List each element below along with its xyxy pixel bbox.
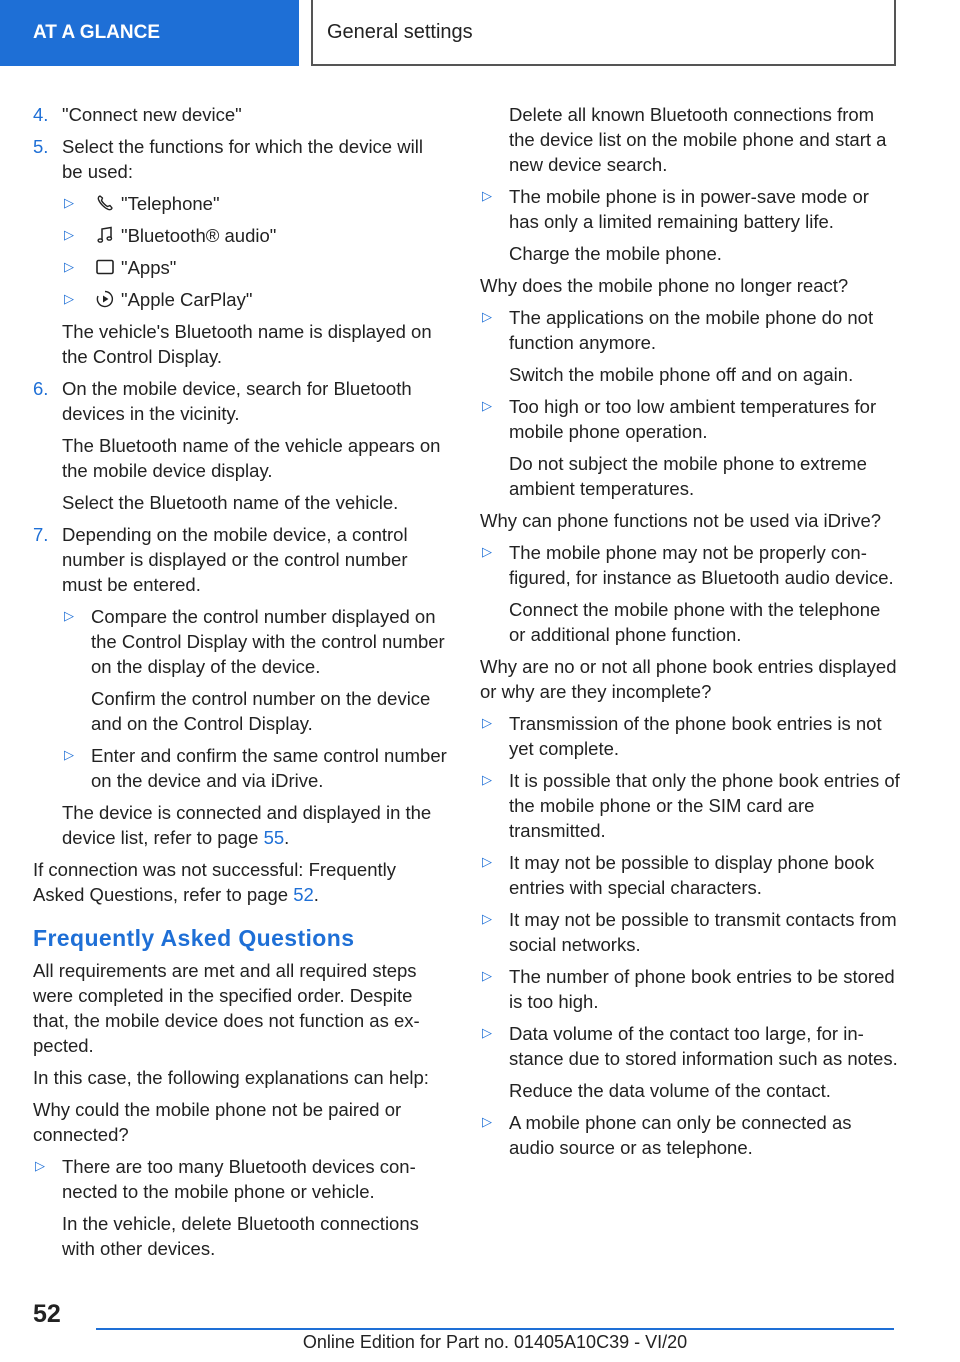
step-note: Select the Bluetooth name of the vehicle.: [62, 492, 399, 513]
right-column: [480, 102, 900, 1167]
step-text: Depending on the mobile device, a control number is displayed or the control number must be entered.: [62, 524, 408, 595]
option-label: "Telephone": [121, 193, 220, 214]
step-text: On the mobile device, search for Bluetooth devices in the vicinity.: [62, 378, 412, 424]
footer-divider: [96, 1328, 894, 1330]
triangle-bullet-icon: ▷: [64, 608, 74, 623]
question: Why can phone functions not be used via iDrive?: [480, 510, 882, 531]
page-title: General settings: [327, 20, 473, 43]
bullet-text: The number of phone book entries to be stored is too high.: [509, 966, 895, 1012]
bullet-item: [480, 907, 900, 957]
bullet-subtext: Connect the mobile phone with the telephone or additional phone function.: [509, 599, 881, 645]
option-label: "Bluetooth® audio": [121, 225, 277, 246]
step-7: [33, 522, 448, 850]
triangle-bullet-icon: ▷: [482, 544, 492, 559]
bullet-text: The applications on the mobile phone do not function anymore.: [509, 307, 874, 353]
page-link[interactable]: 52: [293, 884, 314, 905]
triangle-bullet-icon: ▷: [482, 188, 492, 203]
bullet-subtext: Delete all known Bluetooth connections from the device list on the mobile phone and start a new device search.: [509, 104, 887, 175]
bullet-item: [480, 1110, 900, 1160]
bullet-subtext: Confirm the control number on the device and on the Control Display.: [91, 688, 431, 734]
step-6: [33, 376, 448, 515]
bullet-item: [480, 768, 900, 843]
step-number: 6.: [33, 378, 49, 399]
phone-icon: [95, 193, 115, 213]
question: Why does the mobile phone no longer react?: [480, 275, 849, 296]
bullet-text: The mobile phone may not be properly configured, for instance as Bluetooth audio device.: [509, 542, 894, 588]
section-label: AT A GLANCE: [33, 22, 161, 43]
bullet-text: There are too many Bluetooth devices connected to the mobile phone or vehicle.: [62, 1156, 416, 1202]
option-label: "Apps": [121, 257, 177, 278]
bullet-text: Too high or too low ambient temperatures for mobile phone operation.: [509, 396, 877, 442]
left-column: [33, 102, 448, 1268]
option-apps: [62, 255, 448, 280]
bullet-continuation: [480, 102, 900, 177]
step-number: 4.: [33, 104, 49, 125]
bullet-item: [480, 540, 900, 647]
section-heading: Frequently Asked Questions: [33, 925, 355, 951]
bullet-item: [480, 184, 900, 266]
bullet-subtext: Reduce the data volume of the contact.: [509, 1080, 831, 1101]
triangle-bullet-icon: ▷: [482, 1114, 492, 1129]
triangle-bullet-icon: ▷: [64, 747, 74, 762]
bullet-text: It is possible that only the phone book entries of the mobile phone or the SIM card are transmitted.: [509, 770, 900, 841]
paragraph: All requirements are met and all required steps were completed in the specified order. Despite that, the mobile device does not function as expected.: [33, 960, 420, 1056]
apps-icon: [95, 257, 115, 277]
bullet-item: [480, 964, 900, 1014]
step-note: The device is connected and displayed in the device list, refer to page 55.: [62, 802, 432, 848]
bullet-text: A mobile phone can only be connected as audio source or as telephone.: [509, 1112, 852, 1158]
triangle-bullet-icon: ▷: [482, 715, 492, 730]
bullet-text: The mobile phone is in power-save mode or has only a limited remaining battery life.: [509, 186, 869, 232]
triangle-bullet-icon: ▷: [482, 772, 492, 787]
bullet-text: Data volume of the contact too large, for instance due to stored information such as notes.: [509, 1023, 898, 1069]
bullet-subtext: Charge the mobile phone.: [509, 243, 722, 264]
triangle-bullet-icon: ▷: [64, 195, 74, 210]
triangle-bullet-icon: ▷: [482, 1025, 492, 1040]
bullet-item: [33, 1154, 448, 1261]
bullet-text: Enter and confirm the same control number on the device and via iDrive.: [91, 745, 447, 791]
step-5: [33, 134, 448, 369]
triangle-bullet-icon: ▷: [35, 1158, 45, 1173]
bullet-text: Compare the control number displayed on the Control Display with the control number on the display of the device.: [91, 606, 445, 677]
page-link[interactable]: 55: [263, 827, 285, 848]
triangle-bullet-icon: ▷: [64, 291, 74, 306]
triangle-bullet-icon: ▷: [482, 854, 492, 869]
triangle-bullet-icon: ▷: [64, 227, 74, 242]
option-label: "Apple CarPlay": [121, 289, 253, 310]
step-4: [33, 102, 448, 127]
triangle-bullet-icon: ▷: [482, 911, 492, 926]
bullet-text: Transmission of the phone book entries is not yet complete.: [509, 713, 882, 759]
triangle-bullet-icon: ▷: [482, 398, 492, 413]
bullet-item: [480, 1021, 900, 1103]
paragraph: In this case, the following explanations can help:: [33, 1067, 429, 1088]
bullet-item: [480, 850, 900, 900]
triangle-bullet-icon: ▷: [482, 968, 492, 983]
step-text: Select the functions for which the device will be used:: [62, 136, 423, 182]
section-tab: [0, 0, 299, 66]
bullet-subtext: In the vehicle, delete Bluetooth connections with other devices.: [62, 1213, 419, 1259]
music-note-icon: [95, 225, 115, 245]
step-number: 7.: [33, 524, 49, 545]
bullet-subtext: Do not subject the mobile phone to extreme ambient temperatures.: [509, 453, 867, 499]
bullet-item: [480, 711, 900, 761]
step-note: The Bluetooth name of the vehicle appears on the mobile device display.: [62, 435, 441, 481]
question: Why are no or not all phone book entries displayed or why are they incomplete?: [480, 656, 897, 702]
bullet-item: [480, 394, 900, 501]
step-number: 5.: [33, 136, 49, 157]
carplay-icon: [95, 289, 115, 309]
bullet-item: [62, 604, 448, 736]
page-header: [311, 0, 896, 66]
triangle-bullet-icon: ▷: [64, 259, 74, 274]
bullet-subtext: Switch the mobile phone off and on again.: [509, 364, 854, 385]
bullet-item: [62, 743, 448, 793]
bullet-text: It may not be possible to transmit contacts from social networks.: [509, 909, 897, 955]
step-note: The vehicle's Bluetooth name is displayed on the Control Display.: [62, 321, 432, 367]
bullet-text: It may not be possible to display phone book entries with special characters.: [509, 852, 875, 898]
option-bluetooth-audio: [62, 223, 448, 248]
option-telephone: [62, 191, 448, 216]
step-text: "Connect new device": [62, 104, 242, 125]
question: Why could the mobile phone not be paired or connected?: [33, 1099, 402, 1145]
bullet-item: [480, 305, 900, 387]
triangle-bullet-icon: ▷: [482, 309, 492, 324]
edition-footer: Online Edition for Part no. 01405A10C39 - VI/20: [302, 1332, 688, 1352]
fail-note: If connection was not successful: Frequently Asked Questions, refer to page 52.: [33, 859, 396, 905]
page-number: 52: [33, 1300, 61, 1328]
option-apple-carplay: [62, 287, 448, 312]
